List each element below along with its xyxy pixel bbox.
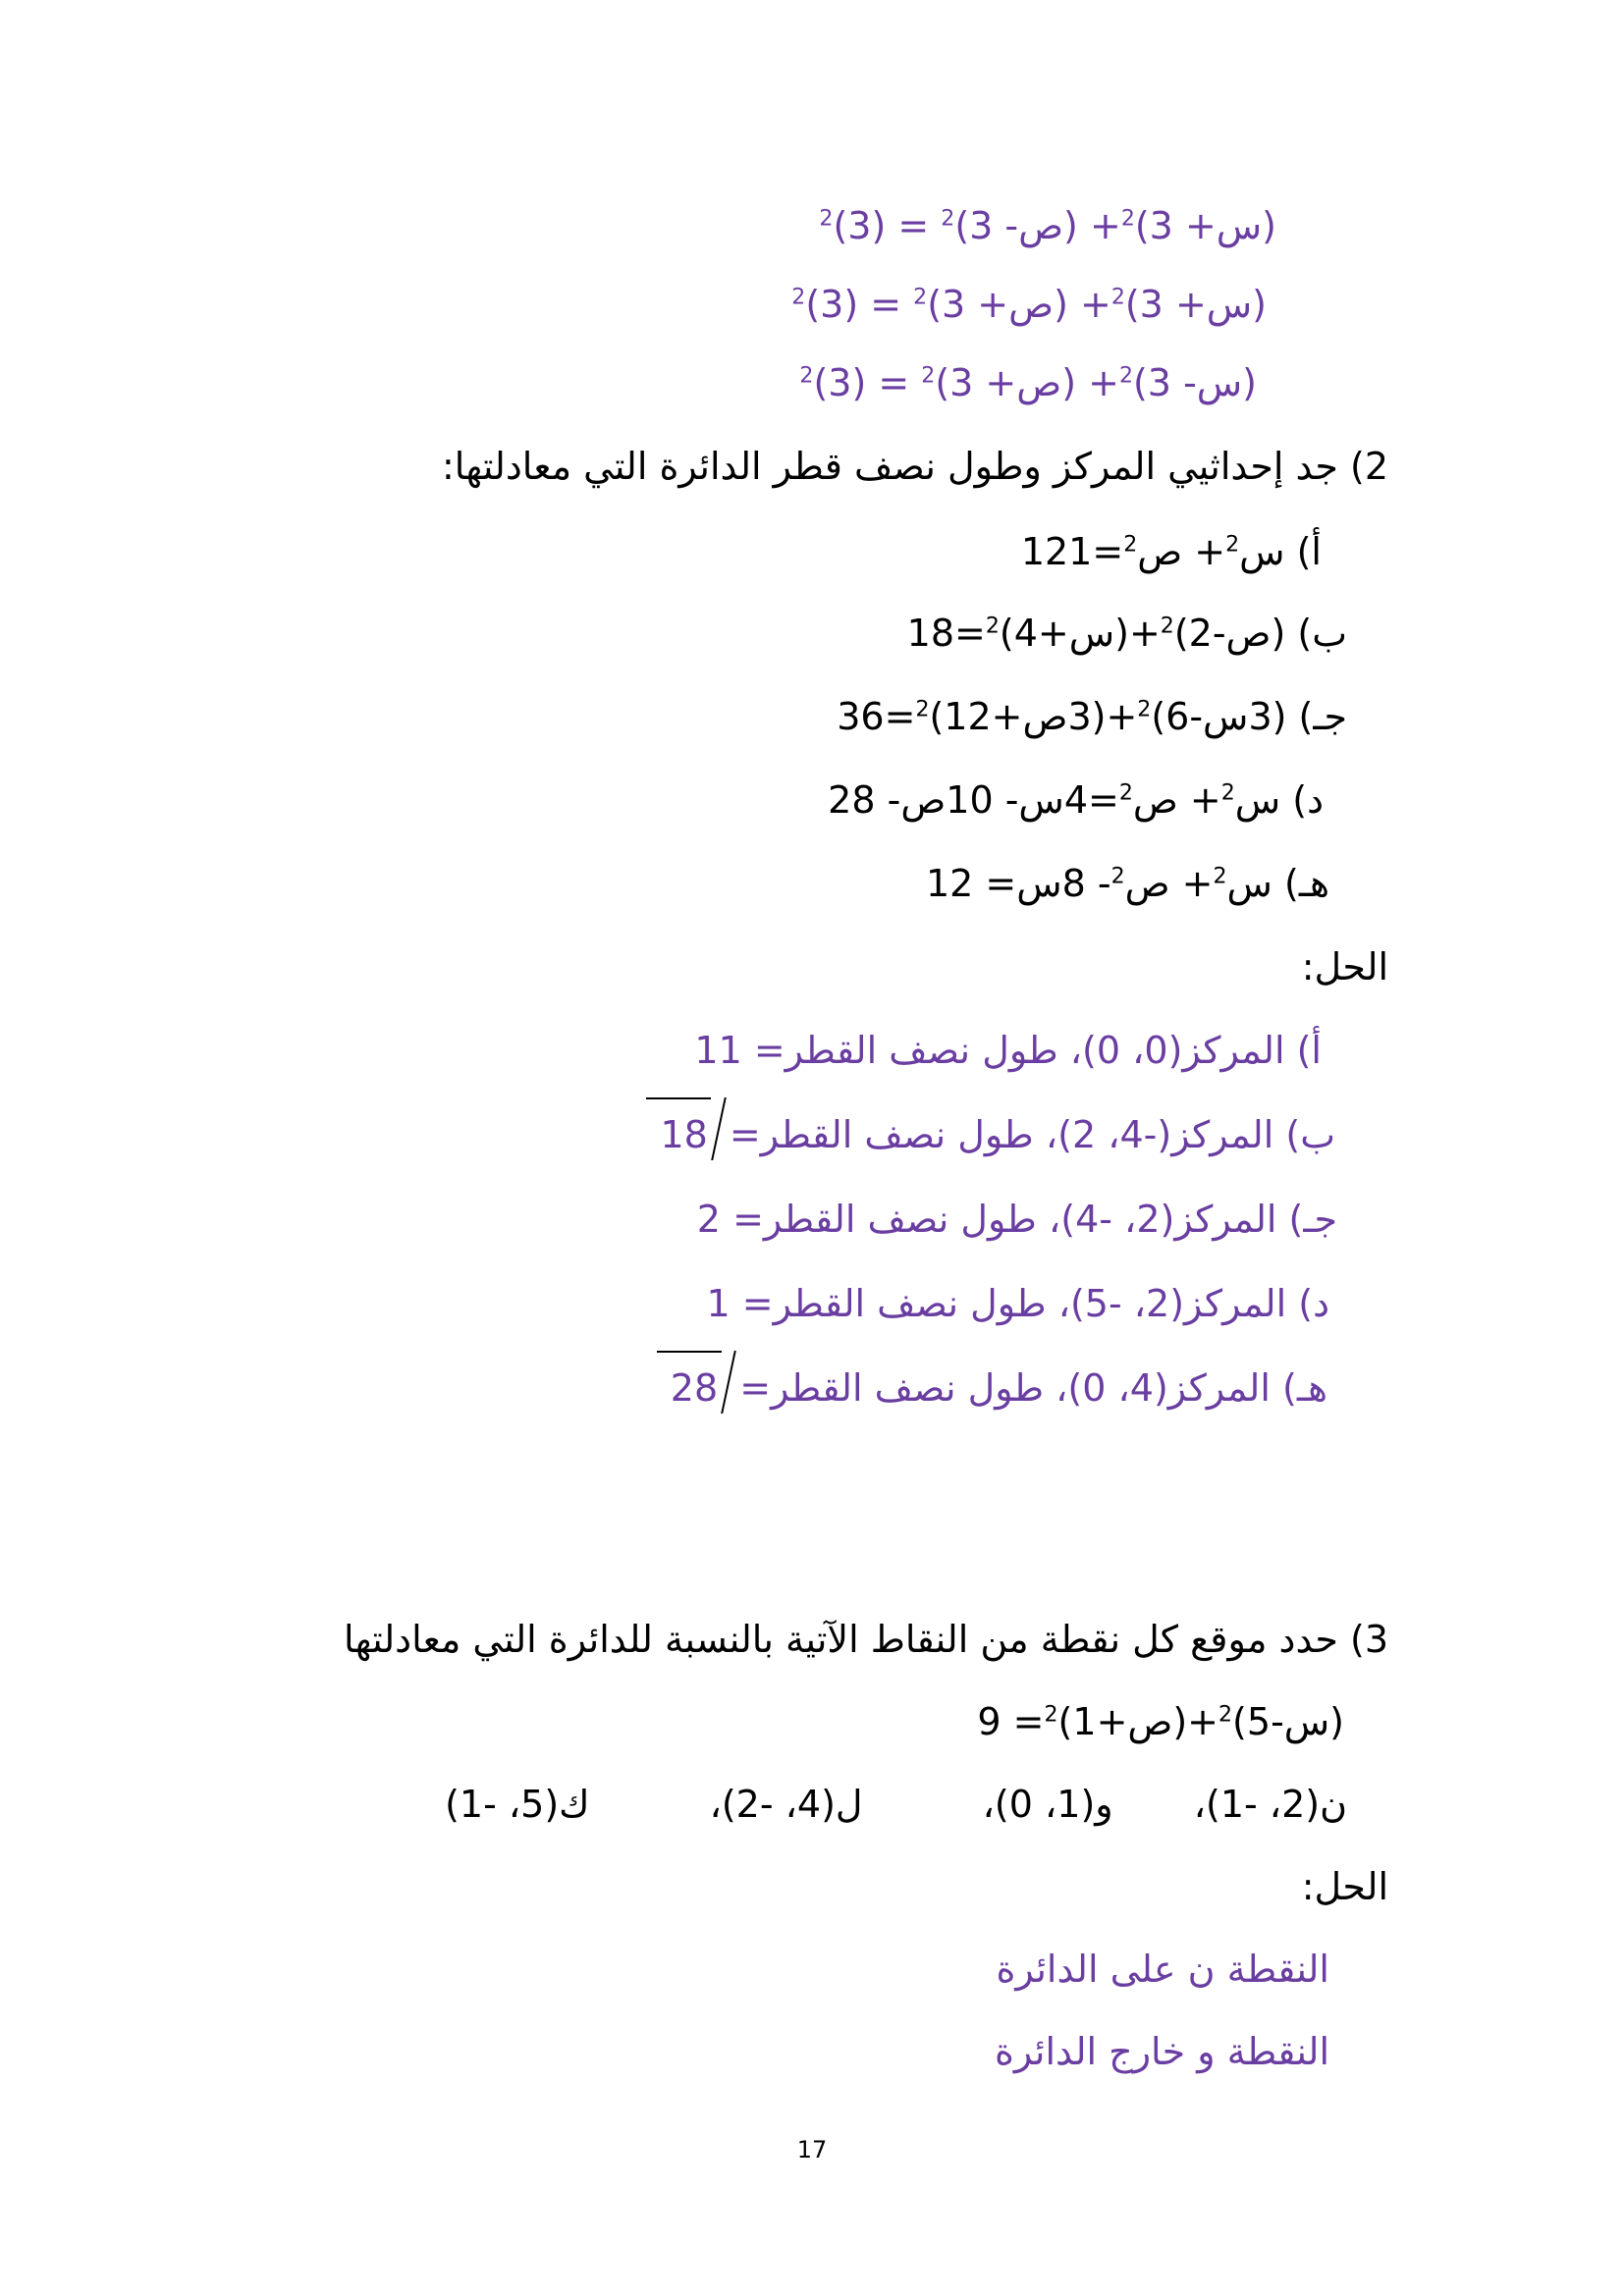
equation-2: (س+ 3)$^2$+ (ص+ $3)^2 = (3)^2$ <box>791 283 1267 326</box>
square-root-sign <box>657 1359 724 1417</box>
question-3-title: 3) حدد موقع كل نقطة من النقاط الآتية بالنسبة للدائرة التي معادلتها <box>344 1618 1388 1661</box>
q3-solution-label: الحل: <box>1301 1865 1388 1908</box>
q3-answer-1: النقطة ن على الدائرة <box>996 1948 1329 1991</box>
equation-3: (س- 3)$^2$+ (ص+ $3)^2 = (3)^2$ <box>799 361 1257 404</box>
q2-solution-c: جـ) المركز(2، -4)، طول نصف القطر= 2 <box>696 1198 1337 1241</box>
q3-points <box>445 1775 1347 1834</box>
question-2-title: 2) جد إحداثيي المركز وطول نصف قطر الدائرة التي معادلتها: <box>441 445 1388 488</box>
page-number: 17 <box>796 2136 828 2163</box>
q2-solution-b-text: ب) المركز(-4، 2)، طول نصف القطر= <box>729 1113 1335 1156</box>
point-n: ن(2، -1)، <box>1193 1783 1347 1826</box>
q2-item-d: د) س$^2$+ ص$^2$=4س- 10ص- 28 <box>828 778 1324 822</box>
q2-root-e: 28 <box>670 1366 719 1410</box>
q2-solution-d: د) المركز(2، -5)، طول نصف القطر= 1 <box>706 1282 1329 1325</box>
q2-solution-b <box>646 1105 1335 1164</box>
q2-root-b: 18 <box>660 1113 708 1156</box>
q2-solution-label: الحل: <box>1301 945 1388 988</box>
point-w: و(1، 0)، <box>982 1783 1113 1826</box>
equation-1: (س+ 3)$^2$+ (ص- $3)^2 = (3)^2$ <box>819 204 1276 247</box>
q2-solution-e <box>657 1359 1327 1417</box>
q2-solution-a: أ) المركز(0، 0)، طول نصف القطر= 11 <box>694 1029 1322 1072</box>
q2-item-b: ب) (ص-2)$^2$+(س+4)$^2$=18 <box>906 612 1347 655</box>
q2-item-a: أ) س$^2$+ ص$^2$=121 <box>1020 530 1322 573</box>
q2-solution-e-text: هـ) المركز(4، 0)، طول نصف القطر= <box>739 1366 1327 1410</box>
q2-item-c: جـ) (3س-6)$^2$+(3ص+12)$^2$=36 <box>837 695 1347 738</box>
point-k: ك(5، -1) <box>445 1783 590 1826</box>
q3-answer-2: النقطة و خارج الدائرة <box>995 2030 1329 2073</box>
q3-equation: (س-5)$^2$+(ص+1)$^2$= 9 <box>977 1700 1344 1743</box>
point-l: ل(4، -2)، <box>709 1783 863 1826</box>
square-root-sign <box>646 1105 713 1164</box>
q2-item-e: هـ) س$^2$+ ص$^2$- 8س= 12 <box>925 862 1329 905</box>
